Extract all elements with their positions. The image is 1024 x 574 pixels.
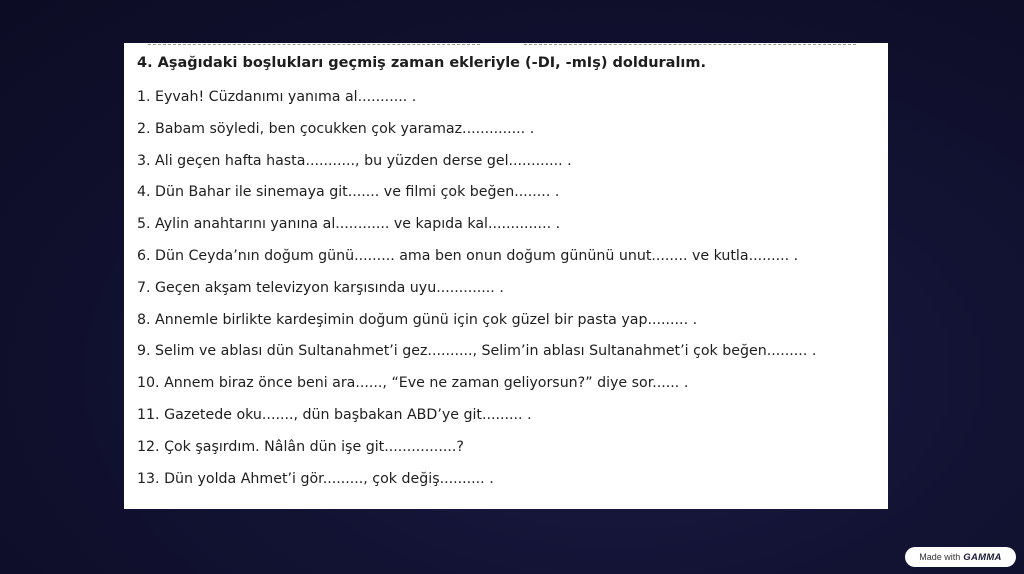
exercise-list [137,87,816,500]
top-dashed-divider-right [524,44,856,45]
exercise-item: 7. Geçen akşam televizyon karşısında uyu............. . [137,279,504,296]
made-with-gamma-badge[interactable] [905,547,1016,567]
exercise-item: 9. Selim ve ablası dün Sultanahmet’i gez.........., Selim’in ablası Sultanahmet’i çok beğen......... . [137,343,817,360]
top-dashed-divider-left [148,44,480,45]
exercise-item: 4. Dün Bahar ile sinemaya git....... ve filmi çok beğen........ . [137,184,560,201]
badge-made-with-label: Made with [919,552,961,562]
exercise-item: 2. Babam söyledi, ben çocukken çok yaramaz.............. . [137,120,535,137]
exercise-item: 13. Dün yolda Ahmet’i gör........., çok değiş.......... . [137,470,494,487]
exercise-item: 6. Dün Ceyda’nın doğum günü......... ama ben onun doğum gününü unut........ ve kutla......... . [137,247,799,264]
exercise-item: 11. Gazetede oku......., dün başbakan ABD’ye git......... . [137,406,532,423]
exercise-item: 12. Çok şaşırdım. Nâlân dün işe git................? [137,438,464,455]
exercise-item: 8. Annemle birlikte kardeşimin doğum günü için çok güzel bir pasta yap......... . [137,311,698,328]
exercise-item: 3. Ali geçen hafta hasta..........., bu yüzden derse gel............ . [137,152,572,169]
gamma-logo: GAMMA [963,551,1002,563]
exercise-heading: 4. Aşağıdaki boşlukları geçmiş zaman ekleriyle (-DI, -mIş) dolduralım. [137,55,707,71]
exercise-item: 10. Annem biraz önce beni ara......, “Eve ne zaman geliyorsun?” diye sor...... . [137,375,689,392]
exercise-item: 5. Aylin anahtarını yanına al............ ve kapıda kal.............. . [137,216,561,233]
exercise-item: 1. Eyvah! Cüzdanımı yanıma al........... . [137,89,417,105]
worksheet-slide [124,43,888,509]
